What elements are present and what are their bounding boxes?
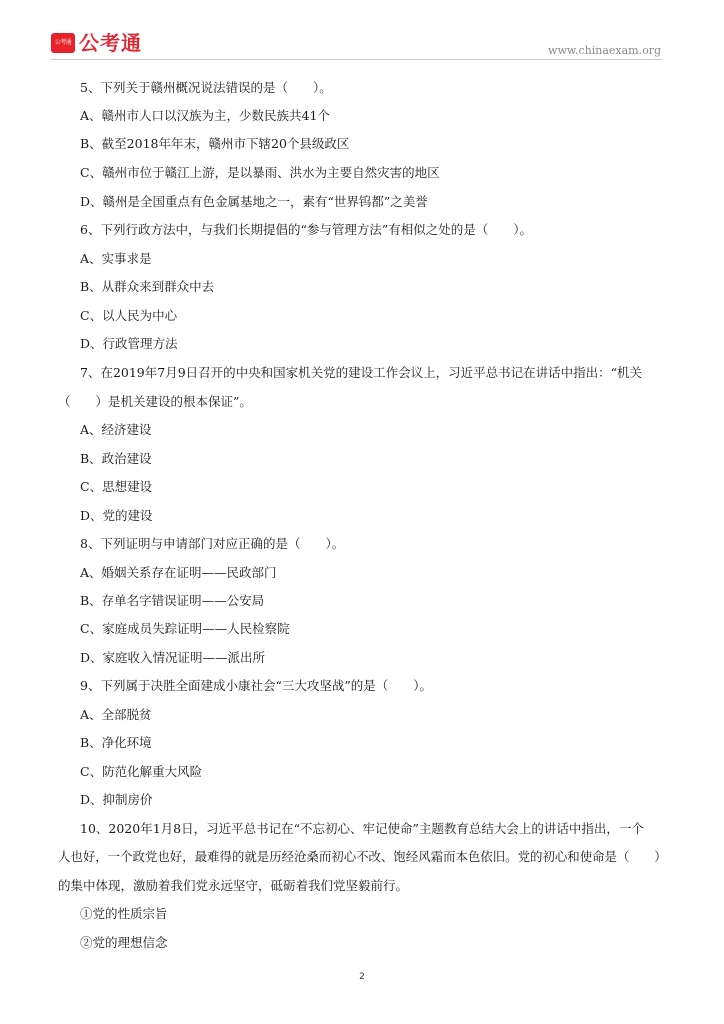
question-10-line-1: 10、2020年1月8日，习近平总书记在“不忘初心、牢记使命”主题教育总结大会上的讲话中指出，一个 (80, 821, 644, 836)
q7-option-a: A、经济建设 (80, 422, 152, 437)
q7-option-b: B、政治建设 (80, 451, 152, 466)
logo-text: 公考通 (79, 31, 142, 55)
question-10-line-3: 的集中体现，激励着我们党永远坚守，砥砺着我们党坚毅前行。 (58, 878, 409, 893)
q8-option-c: C、家庭成员失踪证明——人民检察院 (80, 621, 290, 636)
question-7-line-1: 7、在2019年7月9日召开的中央和国家机关党的建设工作会议上，习近平总书记在讲话中指出：“机关 (80, 365, 643, 380)
q5-option-d: D、赣州是全国重点有色金属基地之一，素有“世界钨都”之美誉 (80, 194, 428, 209)
q10-item-1: ①党的性质宗旨 (80, 906, 168, 921)
header-divider (51, 59, 662, 60)
q9-option-a: A、全部脱贫 (80, 707, 152, 722)
q10-item-2: ②党的理想信念 (80, 935, 168, 950)
logo-badge: 公考通 (51, 33, 75, 53)
q6-option-d: D、行政管理方法 (80, 336, 178, 351)
q9-option-b: B、净化环境 (80, 735, 152, 750)
question-5: 5、下列关于赣州概况说法错误的是（ ）。 (80, 80, 332, 95)
q9-option-d: D、抑制房价 (80, 792, 153, 807)
q5-option-c: C、赣州市位于赣江上游，是以暴雨、洪水为主要自然灾害的地区 (80, 165, 440, 180)
question-8: 8、下列证明与申请部门对应正确的是（ ）。 (80, 536, 345, 551)
q7-option-c: C、思想建设 (80, 479, 153, 494)
q6-option-b: B、从群众来到群众中去 (80, 279, 215, 294)
page-header (0, 0, 724, 62)
question-7-line-2: （ ）是机关建设的根本保证”。 (58, 394, 252, 409)
q8-option-d: D、家庭收入情况证明——派出所 (80, 650, 266, 665)
q6-option-a: A、实事求是 (80, 251, 152, 266)
question-10-line-2: 人也好，一个政党也好，最难得的就是历经沧桑而初心不改、饱经风霜而本色依旧。党的初心和使命是（ ） (58, 849, 667, 864)
site-url: www.chinaexam.org (548, 44, 661, 57)
question-6: 6、下列行政方法中，与我们长期提倡的“参与管理方法”有相似之处的是（ ）。 (80, 222, 532, 237)
q7-option-d: D、党的建设 (80, 508, 153, 523)
q9-option-c: C、防范化解重大风险 (80, 764, 203, 779)
q5-option-a: A、赣州市人口以汉族为主，少数民族共41个 (80, 108, 330, 123)
q8-option-a: A、婚姻关系存在证明——民政部门 (80, 565, 277, 580)
q8-option-b: B、存单名字错误证明——公安局 (80, 593, 265, 608)
q6-option-c: C、以人民为中心 (80, 308, 178, 323)
page-number: 2 (359, 972, 365, 982)
question-9: 9、下列属于决胜全面建成小康社会“三大攻坚战”的是（ ）。 (80, 678, 432, 693)
q5-option-b: B、截至2018年年末，赣州市下辖20个县级政区 (80, 136, 350, 151)
